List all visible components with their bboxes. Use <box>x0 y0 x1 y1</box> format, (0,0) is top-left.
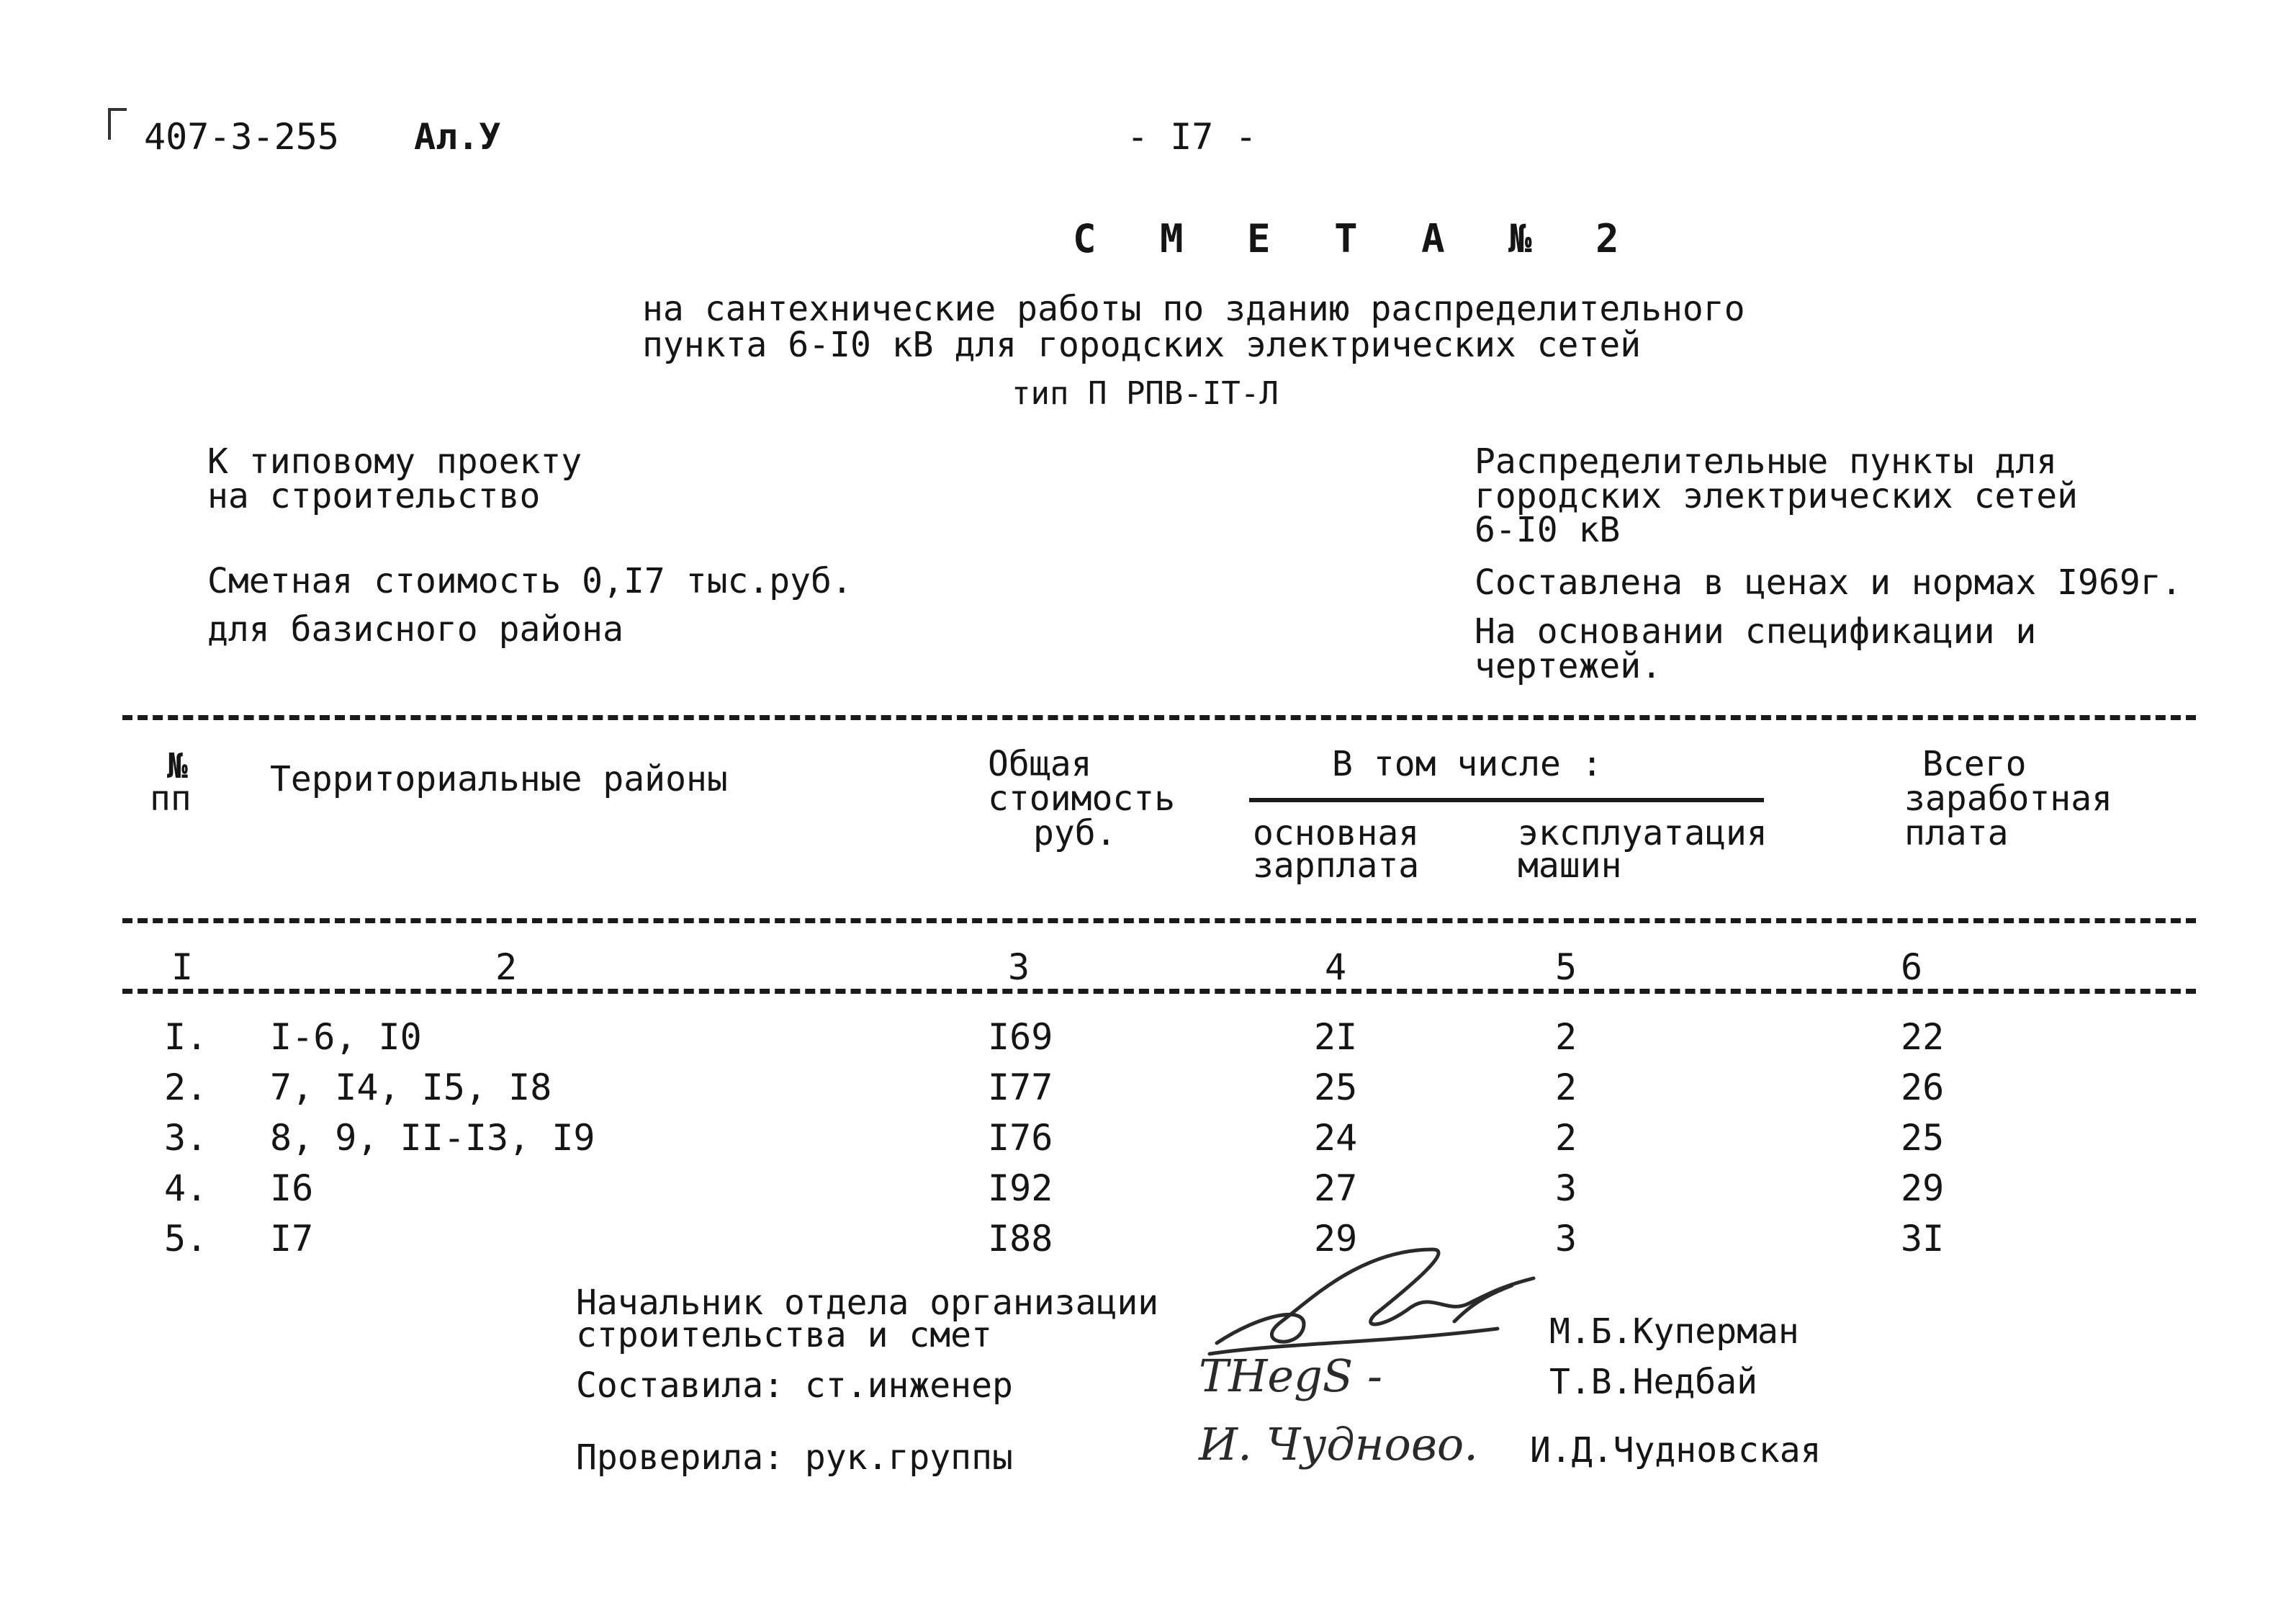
row-base-salary: 2I <box>1314 1016 1358 1058</box>
row-total-cost: I69 <box>988 1016 1053 1058</box>
checked-role: Проверила: рук.группы <box>576 1437 1013 1478</box>
prices-basis: Составлена в ценах и нормах I969г. <box>1475 562 2182 603</box>
header-total-line-1: Общая <box>988 744 1092 784</box>
header-salary-line-2: зарплата <box>1253 845 1420 886</box>
project-line-2: на строительство <box>207 476 541 516</box>
document-code: 407-3-255 <box>144 116 339 158</box>
row-machine-operation: 2 <box>1555 1117 1577 1159</box>
column-number-5: 5 <box>1555 946 1577 988</box>
column-number-3: 3 <box>1008 946 1030 988</box>
head-role-line-2: строительства и смет <box>576 1315 992 1355</box>
specification-basis-line-2: чертежей. <box>1475 646 1662 686</box>
row-districts: I7 <box>270 1218 314 1260</box>
row-base-salary: 25 <box>1314 1067 1358 1108</box>
row-total-cost: I76 <box>988 1117 1053 1159</box>
header-num-pp: пп <box>150 778 192 819</box>
subtitle-type: тип П РПВ-IТ-Л <box>1012 375 1279 412</box>
row-machine-operation: 2 <box>1555 1067 1577 1108</box>
head-signature-icon <box>1195 1235 1555 1365</box>
specification-basis-line-1: На основании спецификации и <box>1475 611 2037 652</box>
row-total-wage: 3I <box>1901 1218 1945 1260</box>
row-base-salary: 24 <box>1314 1117 1358 1159</box>
row-districts: I-6, I0 <box>270 1016 422 1058</box>
object-title-line-3: 6-I0 кВ <box>1475 510 1621 550</box>
compiled-signature: ТНеgS - <box>1199 1350 1382 1402</box>
column-number-4: 4 <box>1325 946 1347 988</box>
compiled-role: Составила: ст.инженер <box>576 1365 1013 1406</box>
object-title-line-1: Распределительные пункты для <box>1475 441 2058 482</box>
checked-name: И.Д.Чудновская <box>1530 1430 1822 1471</box>
row-total-wage: 29 <box>1901 1167 1945 1209</box>
row-total-wage: 22 <box>1901 1016 1945 1058</box>
column-number-6: 6 <box>1901 946 1923 988</box>
row-number: 5. <box>164 1218 208 1260</box>
head-name: М.Б.Куперман <box>1549 1311 1799 1352</box>
row-number: 2. <box>164 1067 208 1108</box>
row-districts: 8, 9, II-I3, I9 <box>270 1117 595 1159</box>
row-total-cost: I88 <box>988 1218 1053 1260</box>
subtitle-line-1: на сантехнические работы по зданию распределительного <box>642 289 1745 329</box>
checked-signature: И. Чудново. <box>1199 1418 1478 1471</box>
column-number-1: I <box>171 946 194 988</box>
header-districts: Территориальные районы <box>270 759 728 799</box>
head-role-line-1: Начальник отдела организации <box>576 1283 1159 1323</box>
header-salary-line-1: основная <box>1253 813 1420 853</box>
header-bottom-rule <box>122 918 2196 923</box>
row-base-salary: 29 <box>1314 1218 1358 1260</box>
column-number-2: 2 <box>495 946 518 988</box>
header-wage-line-1: Всего <box>1922 744 2027 784</box>
header-wage-line-3: плата <box>1904 813 2009 853</box>
row-machine-operation: 2 <box>1555 1016 1577 1058</box>
document-title: С М Е Т А № 2 <box>1073 216 1639 261</box>
header-including: В том числе : <box>1332 744 1603 784</box>
header-including-underline <box>1249 798 1764 802</box>
project-line-1: К типовому проекту <box>207 441 582 482</box>
row-total-wage: 26 <box>1901 1067 1945 1108</box>
table-top-rule <box>122 715 2196 720</box>
object-title-line-2: городских электрических сетей <box>1475 476 2079 516</box>
compiled-name: Т.В.Недбай <box>1549 1362 1757 1402</box>
header-wage-line-2: заработная <box>1904 778 2112 819</box>
page-number: - I7 - <box>1127 116 1257 158</box>
row-districts: I6 <box>270 1167 314 1209</box>
base-district: для базисного района <box>207 609 623 650</box>
header-num-symbol: № <box>167 746 188 786</box>
row-districts: 7, I4, I5, I8 <box>270 1067 552 1108</box>
header-total-line-3: руб. <box>1033 813 1117 853</box>
album-number: Ал.У <box>414 116 501 158</box>
row-total-wage: 25 <box>1901 1117 1945 1159</box>
corner-mark <box>108 108 127 140</box>
subtitle-line-2: пункта 6-I0 кВ для городских электрических сетей <box>642 325 1642 365</box>
estimated-cost: Сметная стоимость 0,I7 тыс.руб. <box>207 561 852 601</box>
row-number: 3. <box>164 1117 208 1159</box>
row-total-cost: I92 <box>988 1167 1053 1209</box>
header-machines-line-2: машин <box>1518 845 1622 886</box>
row-number: I. <box>164 1016 208 1058</box>
header-total-line-2: стоимость <box>988 778 1176 819</box>
row-number: 4. <box>164 1167 208 1209</box>
row-machine-operation: 3 <box>1555 1167 1577 1209</box>
row-base-salary: 27 <box>1314 1167 1358 1209</box>
header-machines-line-1: эксплуатация <box>1518 813 1768 853</box>
row-machine-operation: 3 <box>1555 1218 1577 1260</box>
row-total-cost: I77 <box>988 1067 1053 1108</box>
column-numbers-rule <box>122 989 2196 994</box>
